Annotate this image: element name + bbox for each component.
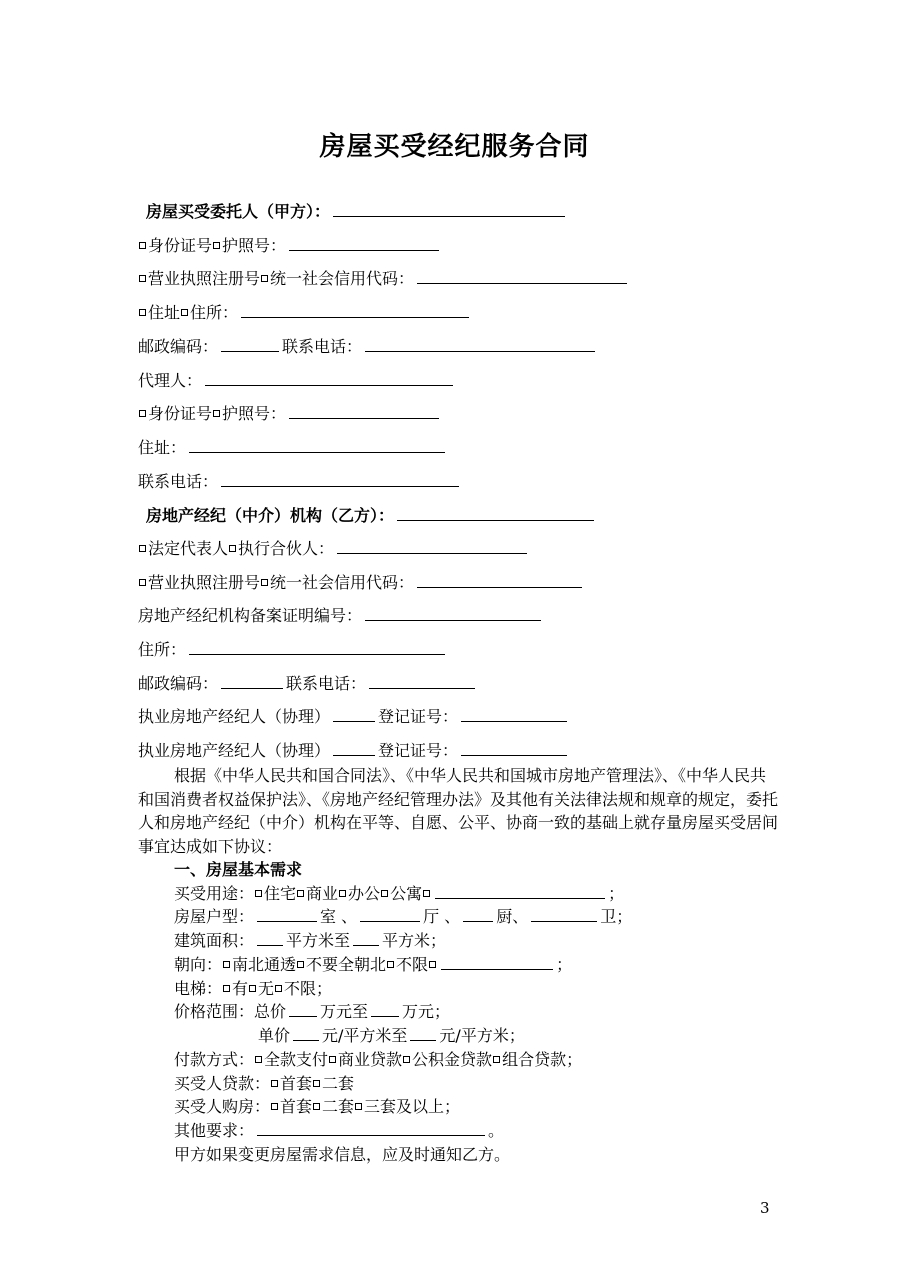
other-req-blank[interactable] xyxy=(257,1121,485,1136)
total-price-max-blank[interactable] xyxy=(371,1002,399,1017)
purchase-row: 买受人购房： 首套 二套 三套及以上； xyxy=(174,1097,461,1116)
halls-blank[interactable] xyxy=(360,907,420,922)
party-a-postcode-blank[interactable] xyxy=(221,337,279,352)
party-a-phone-blank[interactable] xyxy=(365,337,595,352)
party-b-record-blank[interactable] xyxy=(365,606,541,621)
party-b-rep-row: 法定代表人 执行合伙人： xyxy=(138,539,530,559)
agent-phone-blank[interactable] xyxy=(221,472,459,487)
residence-checkbox[interactable] xyxy=(181,309,188,316)
agent-address-blank[interactable] xyxy=(189,438,445,453)
party-b-name-blank[interactable] xyxy=(397,506,594,521)
use-row: 买受用途： 住宅 商业 办公 公寓 ； xyxy=(174,884,625,903)
rooms-blank[interactable] xyxy=(257,907,317,922)
use-apartment-checkbox[interactable] xyxy=(381,890,388,897)
party-a-heading: 房屋买受委托人（甲方）： xyxy=(146,202,568,222)
party-b-postcode-blank[interactable] xyxy=(221,674,283,689)
agent-id-blank[interactable] xyxy=(289,404,439,419)
use-other-blank[interactable] xyxy=(435,884,605,899)
party-a-name-blank[interactable] xyxy=(333,202,565,217)
pay-full-checkbox[interactable] xyxy=(255,1056,262,1063)
party-b-rep-blank[interactable] xyxy=(337,539,527,554)
orient-other-checkbox[interactable] xyxy=(429,961,436,968)
partner-checkbox[interactable] xyxy=(229,545,236,552)
unit-price-max-blank[interactable] xyxy=(410,1026,436,1041)
address-checkbox[interactable] xyxy=(139,309,146,316)
party-a-address-row: 住址 住所： xyxy=(138,303,472,323)
total-price-min-blank[interactable] xyxy=(289,1002,317,1017)
price-row: 价格范围：总价 万元至 万元； xyxy=(174,1002,451,1021)
preamble-paragraph: 根据《中华人民共和国合同法》、《中华人民共和国城市房地产管理法》、《中华人民共和国消费者权益保护法》、《房地产经纪管理办法》及其他有关法律法规和规章的规定，委托人和房地产经纪（中介）机构在平等、自愿、公平、协商一致的基础上就存量房屋买受居间事宜达成如下协议： xyxy=(138,766,779,856)
orient-other-blank[interactable] xyxy=(441,955,553,970)
elevator-any-checkbox[interactable] xyxy=(275,985,282,992)
b-license-checkbox[interactable] xyxy=(139,579,146,586)
use-office-checkbox[interactable] xyxy=(339,890,346,897)
pay-combo-loan-checkbox[interactable] xyxy=(493,1056,500,1063)
agent-passport-checkbox[interactable] xyxy=(213,410,220,417)
page-number: 3 xyxy=(760,1199,770,1217)
elevator-yes-checkbox[interactable] xyxy=(223,985,230,992)
party-b-phone-blank[interactable] xyxy=(369,674,475,689)
pay-fund-loan-checkbox[interactable] xyxy=(403,1056,410,1063)
party-a-contact-row: 邮政编码： 联系电话： xyxy=(138,337,598,357)
passport-checkbox[interactable] xyxy=(213,242,220,249)
party-a-license-blank[interactable] xyxy=(417,269,627,284)
orient-any-checkbox[interactable] xyxy=(387,961,394,968)
agent-id-card-checkbox[interactable] xyxy=(139,410,146,417)
pay-commercial-loan-checkbox[interactable] xyxy=(329,1056,336,1063)
broker-2-reg-blank[interactable] xyxy=(461,741,567,756)
party-a-agent-blank[interactable] xyxy=(205,371,453,386)
loan-first-checkbox[interactable] xyxy=(271,1080,278,1087)
license-checkbox[interactable] xyxy=(139,275,146,282)
credit-code-checkbox[interactable] xyxy=(261,275,268,282)
party-b-record-row: 房地产经纪机构备案证明编号： xyxy=(138,606,544,626)
unit-price-row: 单价 元/平方米至 元/平方米； xyxy=(258,1026,525,1045)
legal-rep-checkbox[interactable] xyxy=(139,545,146,552)
broker-1-reg-blank[interactable] xyxy=(461,707,567,722)
kitchens-blank[interactable] xyxy=(463,907,493,922)
use-residential-checkbox[interactable] xyxy=(255,890,262,897)
party-a-license-row: 营业执照注册号 统一社会信用代码： xyxy=(138,269,630,289)
party-a-agent-row: 代理人： xyxy=(138,371,456,391)
payment-row: 付款方式： 全款支付 商业贷款 公积金贷款 组合贷款； xyxy=(174,1050,583,1069)
orient-ns-checkbox[interactable] xyxy=(223,961,230,968)
use-other-checkbox[interactable] xyxy=(423,890,430,897)
elevator-row: 电梯： 有 无 不限； xyxy=(174,979,333,998)
area-min-blank[interactable] xyxy=(257,931,283,946)
agent-id-row: 身份证号 护照号： xyxy=(138,404,442,424)
layout-row: 房屋户型： 室 、 厅 、 厨、 卫； xyxy=(174,907,633,926)
baths-blank[interactable] xyxy=(531,907,597,922)
area-max-blank[interactable] xyxy=(353,931,379,946)
party-b-license-blank[interactable] xyxy=(417,573,582,588)
agent-phone-row: 联系电话： xyxy=(138,472,462,492)
orient-not-north-checkbox[interactable] xyxy=(297,961,304,968)
broker-2-name-blank[interactable] xyxy=(333,741,375,756)
change-notice: 甲方如果变更房屋需求信息，应及时通知乙方。 xyxy=(174,1145,511,1164)
loan-second-checkbox[interactable] xyxy=(313,1080,320,1087)
party-a-id-blank[interactable] xyxy=(289,236,439,251)
b-credit-code-checkbox[interactable] xyxy=(261,579,268,586)
other-req-row: 其他要求： 。 xyxy=(174,1121,505,1140)
section-1-heading: 一、房屋基本需求 xyxy=(174,860,303,879)
party-b-contact-row: 邮政编码： 联系电话： xyxy=(138,674,478,694)
purchase-third-checkbox[interactable] xyxy=(355,1103,362,1110)
loan-row: 买受人贷款： 首套 二套 xyxy=(174,1074,355,1093)
party-b-license-row: 营业执照注册号 统一社会信用代码： xyxy=(138,573,585,593)
purchase-second-checkbox[interactable] xyxy=(313,1103,320,1110)
party-a-id-row: 身份证号 护照号： xyxy=(138,236,442,256)
unit-price-min-blank[interactable] xyxy=(293,1026,319,1041)
party-b-heading: 房地产经纪（中介）机构（乙方）： xyxy=(146,506,597,526)
broker-1-name-blank[interactable] xyxy=(333,707,375,722)
elevator-no-checkbox[interactable] xyxy=(249,985,256,992)
party-b-address-row: 住所： xyxy=(138,640,448,660)
use-commercial-checkbox[interactable] xyxy=(297,890,304,897)
purchase-first-checkbox[interactable] xyxy=(271,1103,278,1110)
broker-row-2: 执业房地产经纪人（协理） 登记证号： xyxy=(138,741,570,761)
id-card-checkbox[interactable] xyxy=(139,242,146,249)
orientation-row: 朝向： 南北通透 不要全朝北 不限 ； xyxy=(174,955,573,974)
broker-row-1: 执业房地产经纪人（协理） 登记证号： xyxy=(138,707,570,727)
document-title: 房屋买受经纪服务合同 xyxy=(319,132,590,162)
agent-address-row: 住址： xyxy=(138,438,448,458)
area-row: 建筑面积： 平方米至 平方米； xyxy=(174,931,447,950)
party-b-address-blank[interactable] xyxy=(189,640,445,655)
party-a-address-blank[interactable] xyxy=(241,303,469,318)
